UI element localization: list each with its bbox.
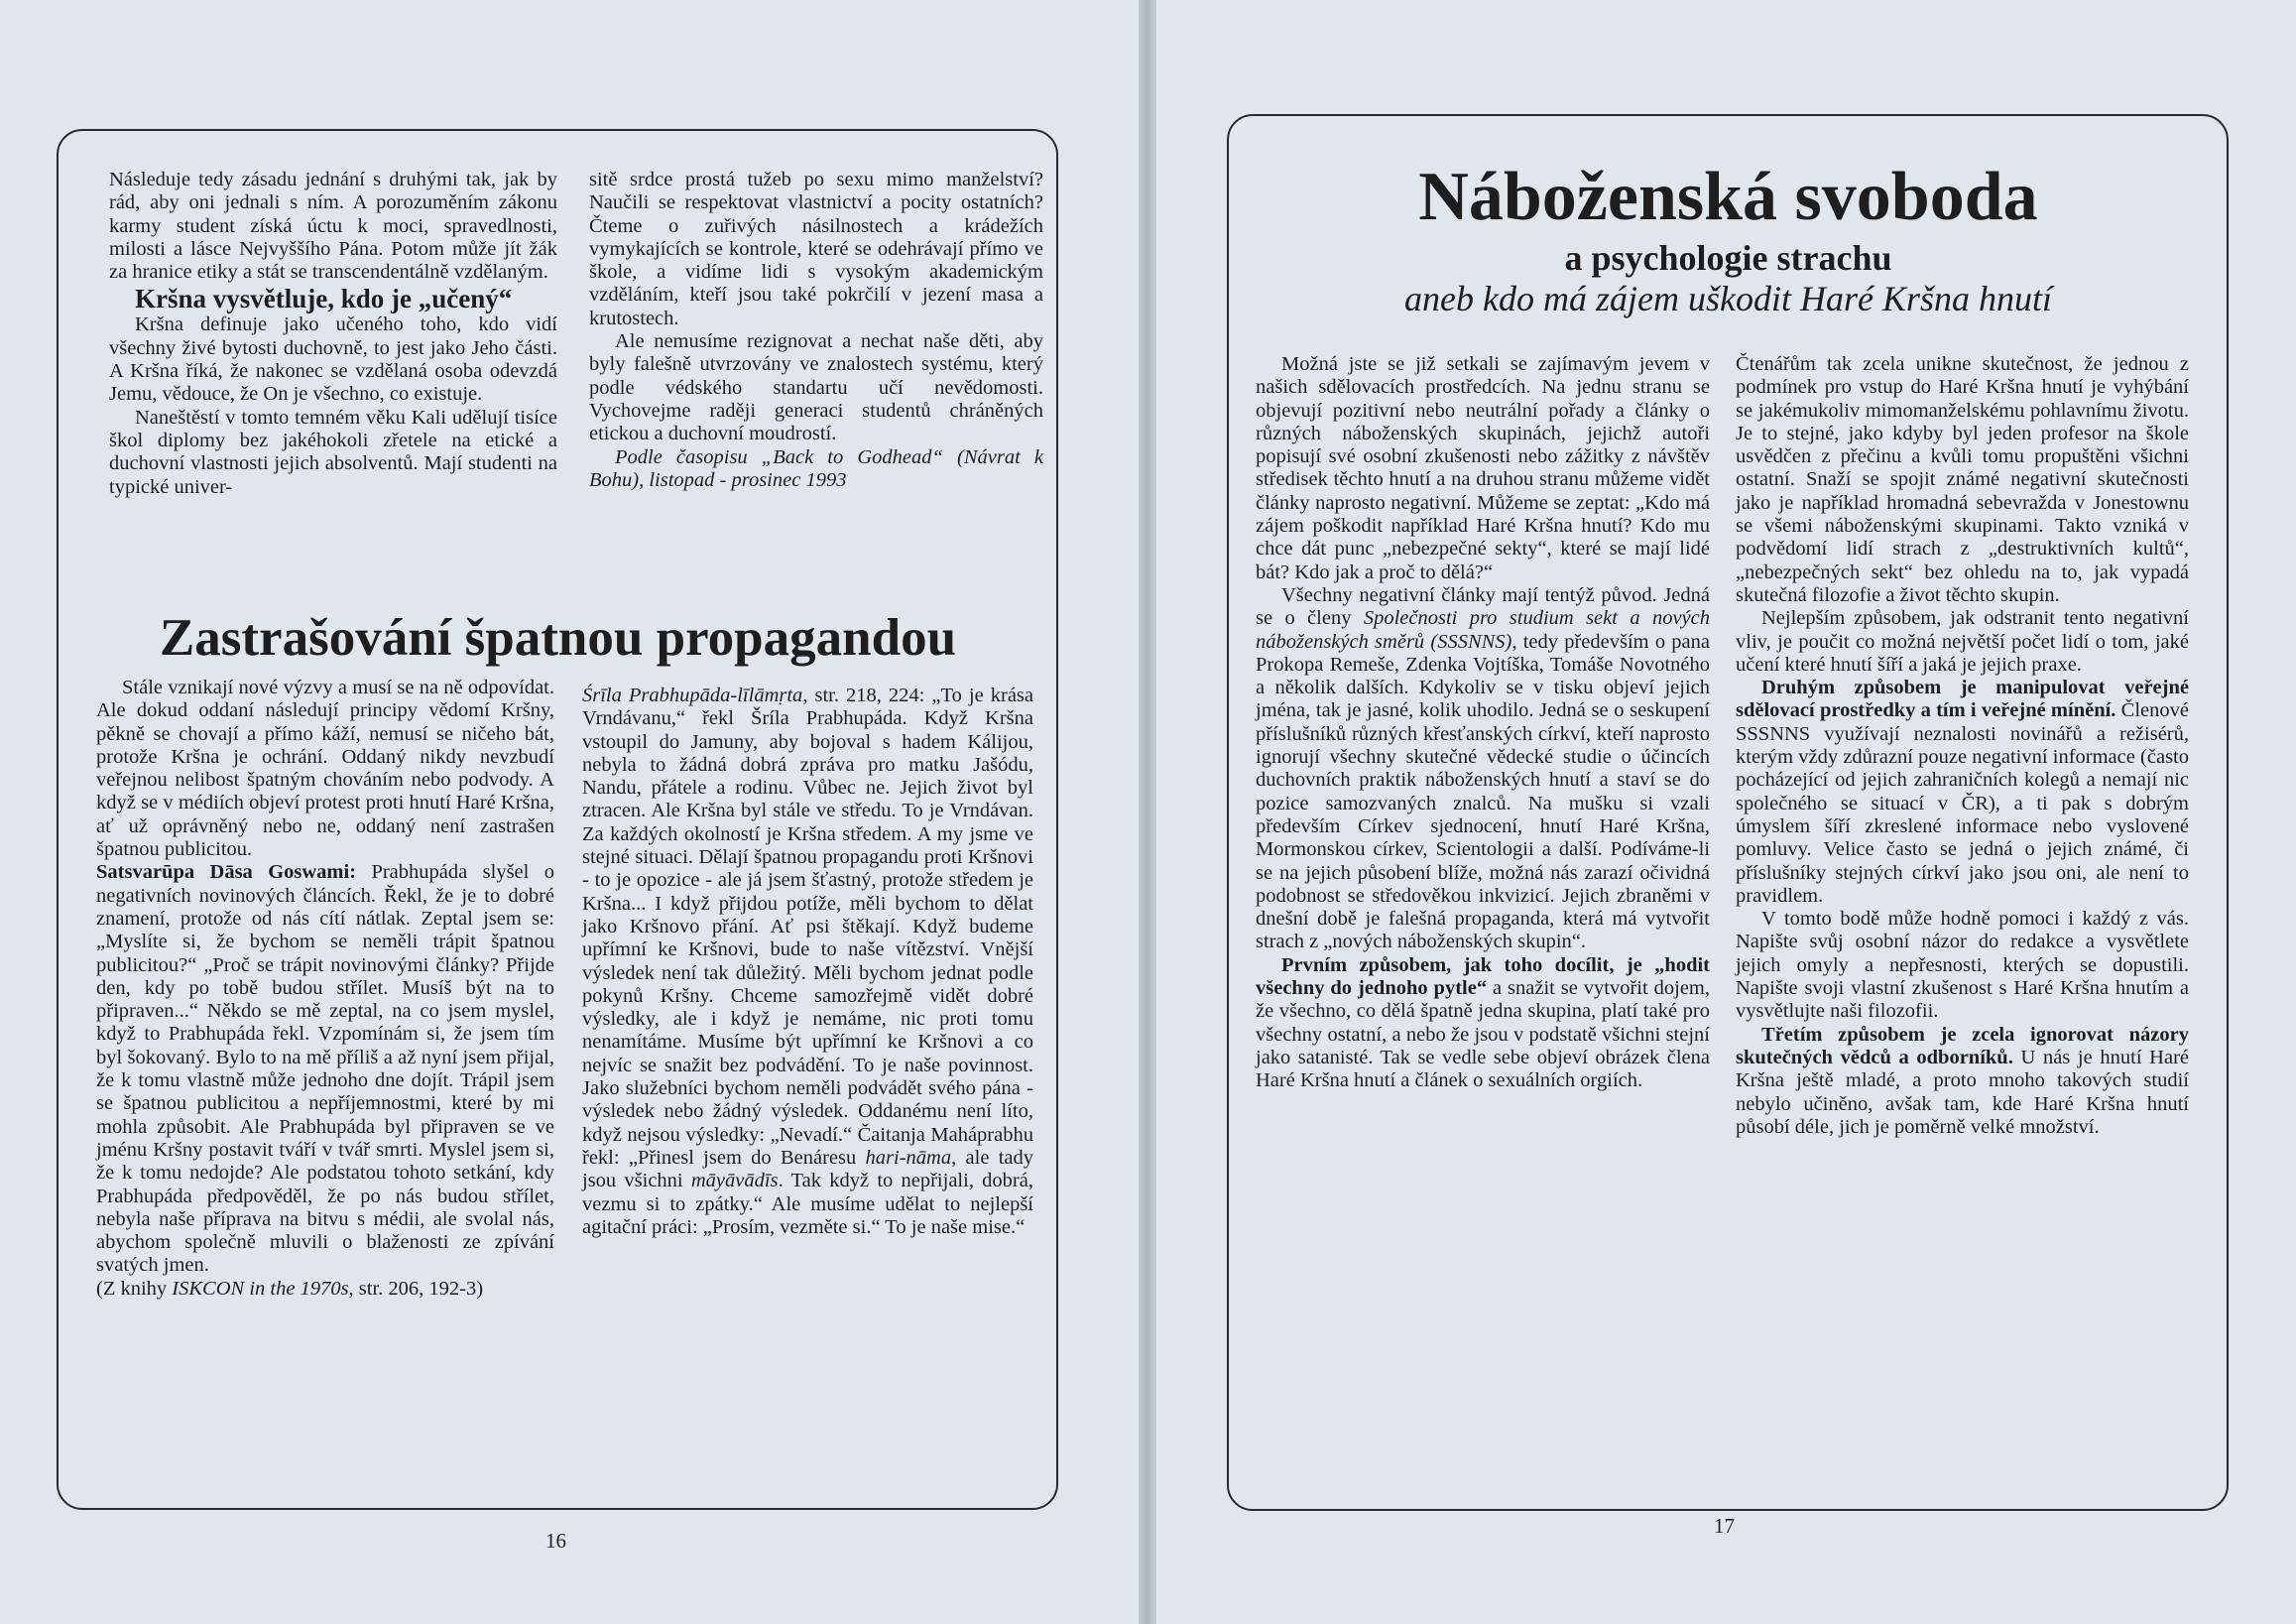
organization-name: Společnosti pro studium sekt a nových náboženských směrů (SSSNNS) xyxy=(1256,607,1710,653)
paragraph xyxy=(582,685,1033,1239)
page-number: 16 xyxy=(545,1529,566,1553)
term: hari-nāma xyxy=(865,1146,952,1169)
paragraph: Čtenářům tak zcela unikne skutečnost, že jednou z podmínek pro vstup do Haré Kršna hnutí je vyhýbání se jakémukoliv mimomanželskému pohlavnímu životu. Je to stejné, jako kdyby byl jeden profesor na škole usvědčen z přečinu a kvůli tomu propuštěni všichni ostatní. Snaží se spojit známé negativní skutečnosti jako je například hromadná sebevražda v Jonestownu se všemi náboženskými skupinami. Takto vzniká v podvědomí lidí strach z „destruktivních kultů“, „nebezpečných sekt“ bez ohledu na to, jak vypadá skutečná filozofie a život těchto skupin. xyxy=(1736,353,2189,606)
paragraph: Následuje tedy zásadu jednání s druhými tak, jak by rád, aby oni jednali s ním. A porozuměním zákonu karmy student získá úctu k moci, spravedlnosti, milosti a lásce Nejvyššího Pána. Potom může jít žák za hranice etiky a stát se transcendentálně vzdělaným. xyxy=(109,169,557,284)
reference-text: (Z knihy xyxy=(96,1277,173,1300)
quote-text: Prabhupáda slyšel o negativních novinových článcích. Řekl, že je to dobré znamení, protože od nás cítí nátlak. Zeptal jsem se: „Myslíte si, že bychom se neměli trápit špatnou publicitou?“ „Proč se trápit novinovými články? Přijde den, kdy po tobě budou střílet. Musíš být na to připraven...“ Někdo se mě zeptal, na co jsem myslel, když to Prabhupáda řekl. Vzpomínám si, že jsem tím byl šokovaný. Bylo to na mě příliš a až nyní jsem přijal, že k tomu vlastně může jednoho dne dojít. Trápil jsem se špatnou publicitou a nepříjemnostmi, které by mi mohla způsobit. Ale Prabhupáda byl připraven se ve jménu Kršny postavit tváří v tvář smrti. Myslel jsem si, že k tomu nedojde? Ale podstatou tohoto setkání, kdy Prabhupáda předpověděl, že po nás budou střílet, nebyla naše příprava na bitvu s médii, ale svolal nás, abychom společně mluvili o blaženosti ze zpívání svatých jmen. xyxy=(96,861,554,1277)
article-title: Náboženská svoboda xyxy=(1418,159,2038,235)
term: māyāvādīs xyxy=(690,1170,779,1192)
article-headline: Zastrašování špatnou propagandou xyxy=(159,609,957,667)
emphasis: Druhým způsobem je manipulovat veřejné sdělovací prostředky a tím i veřejné mínění. xyxy=(1736,677,2189,722)
paragraph xyxy=(1256,584,1710,954)
quote-text: , str. 218, 224: „To je krása Vrndávanu,“ řekl Šríla Prabhupáda. Když Kršna vstoupil do Jamuny, aby bojoval s hadem Kálijou, nebyla to žádná dobrá zpráva pro matku Jašódu, Nandu, přátele a rodinu. Vůbec ne. Jejich život byl ztracen. Ale Kršna byl stále ve středu. To je Vrndávan. Za každých okolností je Kršna středem. A my jsme ve stejné situaci. Dělají špatnou propagandu proti Kršnovi - to je opozice - ale já jsem šťastný, protože středem je Kršna... I když přijdou potíže, měli bychom to dělat jako Kršnovo přání. Ať psi štěkají. Když budeme upřímní ke Kršnovi, bude to naše vítězství. Vnější výsledek není tak důležitý. Měli bychom jednat podle pokynů Kršny. Chceme samozřejmě vidět dobré výsledky, ale i když je nemáme, nic proti tomu nenamítáme. Musíme být upřímní ke Kršnovi a co nejvíc se snažit bez podvádění. To je naše povinnost. Jako služebníci bychom neměli podvádět svého pána - výsledek nebo žádný výsledek. Oddanému není líto, když nejsou výsledky: „Nevadí.“ Čaitanja Maháprabhu řekl: „Přinesl jsem do Benáresu xyxy=(582,685,1033,1169)
book-gutter xyxy=(1139,0,1156,1624)
paragraph-text: U nás je hnutí Haré Kršna ještě mladé, a proto mnoho takových studií nebylo učiněno, avšak tam, kde Haré Kršna hnutí působí déle, jich je poměrně velké množství. xyxy=(1736,1046,2189,1138)
right-column-1 xyxy=(1256,353,1710,1093)
page-number: 17 xyxy=(1714,1514,1735,1538)
paragraph-text: a snažit se vytvořit dojem, že všechno, co dělá špatně jedna skupina, platí také pro všechny ostatní, a nebo že jsou v podstatě všichni stejní jako satanisté. Tak se vedle sebe objeví obrázek člena Haré Kršna hnutí a článek o sexuálních orgiích. xyxy=(1256,977,1710,1092)
emphasis: Prvním způsobem, jak toho docílit, je „hodit všechny do jednoho pytle“ xyxy=(1256,953,1710,1000)
speaker-name: Satsvarūpa Dāsa Goswami: xyxy=(96,861,357,884)
article-alt-title: aneb kdo má zájem uškodit Haré Kršna hnutí xyxy=(1404,279,2052,318)
source-citation: Podle časopisu „Back to Godhead“ (Návrat k Bohu), listopad - prosinec 1993 xyxy=(589,445,1043,491)
paragraph-text: Členové SSSNNS využívají neznalosti novinářů a režisérů, kterým vždy zdůrazní pouze negativní informace (často pocházející od jejich zahraničních kolegů a nemají nic společného se situací v ČR), a ti pak s dobrým úmyslem šíří zkreslené informace nebo vyslovené pomluvy. Velice často se jedná o jejich známé, či příslušníky stejných církví jako jsou oni, ale není to pravidlem. xyxy=(1736,699,2189,907)
book-reference xyxy=(96,1278,554,1301)
paragraph: Naneštěstí v tomto temném věku Kali udělují tisíce škol diplomy bez jakéhokoli zřetele na etické a duchovní vlastnosti jejich absolventů. Mají studenti na typické univer- xyxy=(109,406,557,498)
book-title: Śrīla Prabhupāda-līlāmṛta xyxy=(582,685,803,706)
paragraph xyxy=(1736,1024,2189,1139)
paragraph: Ale nemusíme rezignovat a nechat naše děti, aby byly falešně utvrzovány ve znalostech systému, který podle védského standartu učí nevědomosti. Vychovejme raději generaci studentů chráněných etickou a duchovní moudrostí. xyxy=(589,330,1043,445)
left-top-column-1 xyxy=(109,169,557,499)
paragraph: Kršna definuje jako učeného toho, kdo vidí všechny živé bytosti duchovně, to jest jako Jeho části. A Kršna říká, že nakonec se vzdělaná osoba odevzdá Jemu, vědouce, že On je všechno, co existuje. xyxy=(109,313,557,406)
paragraph xyxy=(1256,954,1710,1093)
quote-text: . Tak když to nepřijali, dobrá, vezmu si to zpátky.“ Ale musíme udělat to nejlepší agitační práci: „Prosím, vezměte si.“ To je naše mise.“ xyxy=(582,1170,1033,1238)
paragraph: sitě srdce prostá tužeb po sexu mimo manželství? Naučili se respektovat vlastnictví a pocity ostatních? Čteme o zuřivých násilnostech a krádežích vymykajících se kontrole, které se odehrávají přímo ve škole, a vidíme lidi s vysokým akademickým vzděláním, kteří jsou také pokrčilí v jezení masa a krutostech. xyxy=(589,169,1043,329)
paragraph: V tomto bodě může hodně pomoci i každý z vás. Napište svůj osobní názor do redakce a vysvětlete jejich omyly a nepřesnosti, kterých se dopustili. Napište svoji vlastní zkušenost s Haré Kršna hnutím a vysvětlujte naši filozofii. xyxy=(1736,908,2189,1023)
right-column-2 xyxy=(1736,353,2189,1139)
paragraph-text: Všechny negativní články mají tentýž původ. Jedná se o členy xyxy=(1256,583,1710,630)
paragraph: Možná jste se již setkali se zajímavým jevem v našich sdělovacích prostředcích. Na jednu stranu se objevují pozitivní nebo neutrální pořady a články o různých náboženských skupinách, jejichž autoři popisují své osobní zkušenosti nebo zážitky z návštěv středisek těchto hnutí a na druhou stranu můžeme vidět články naprosto negativní. Můžeme se zeptat: „Kdo má zájem poškodit například Haré Kršna hnutí? Kdo mu chce dát punc „nebezpečné sekty“, které se mají lidé bát? Kdo jak a proč to dělá?“ xyxy=(1256,353,1710,583)
subheading-ucency: Kršna vysvětluje, kdo je „učený“ xyxy=(135,284,513,314)
left-bottom-column-2 xyxy=(582,685,1033,1239)
quote-text: , ale tady jsou všichni xyxy=(582,1146,1033,1192)
paragraph xyxy=(96,861,554,1277)
book-title: ISKCON in the 1970s xyxy=(172,1277,349,1300)
paragraph: Nejlepším způsobem, jak odstranit tento negativní vliv, je poučit co možná největší počet lidí o tom, jaké učení které hnutí šíří a jaká je jejich praxe. xyxy=(1736,607,2189,676)
emphasis: Třetím způsobem je zcela ignorovat názory skutečných vědců a odborníků. xyxy=(1736,1023,2189,1068)
paragraph: Stále vznikají nové výzvy a musí se na ně odpovídat. Ale dokud oddaní následují principy vědomí Kršny, pěkně se chovají a přímo káží, nemusí se ničeho bát, protože Kršna je ochrání. Oddaný nikdy nevzbudí veřejnou nelibost špatným chováním nebo podvody. A když se v médiích objeví protest proti hnutí Haré Kršna, ať už oprávněný nebo ne, oddaný není zastrašen špatnou publicitou. xyxy=(96,677,554,861)
left-top-column-2 xyxy=(589,169,1043,492)
paragraph-text: , tedy především o pana Prokopa Remeše, Zdenka Vojtíška, Tomáše Novotného a několik dalších. Kdykoliv se v tisku objeví jejich jména, tak je jasné, kolik uhodilo. Jedná se o seskupení příslušníků různých křesťanských církví, kteří naprosto ignorují všechny skutečné vědecké studie o účincích duchovních praktik náboženských hnutí a staví se do pozice samozvaných znalců. Na mušku si vzali především Církev sjednocení, hnutí Haré Kršna, Mormonskou církev, Scientologii a další. Podíváme-li se na jejich působení blíže, možná nás zarazí očividná podobnost se středověkou inkvizicí. Jejich zbraněmi v dnešní době je falešná propaganda, která má vytvořit strach z „nových náboženských skupin“. xyxy=(1256,630,1710,953)
left-bottom-column-1 xyxy=(96,677,554,1301)
paragraph xyxy=(1736,677,2189,908)
reference-text: , str. 206, 192-3) xyxy=(348,1277,484,1300)
article-subtitle: a psychologie strachu xyxy=(1564,238,1892,278)
